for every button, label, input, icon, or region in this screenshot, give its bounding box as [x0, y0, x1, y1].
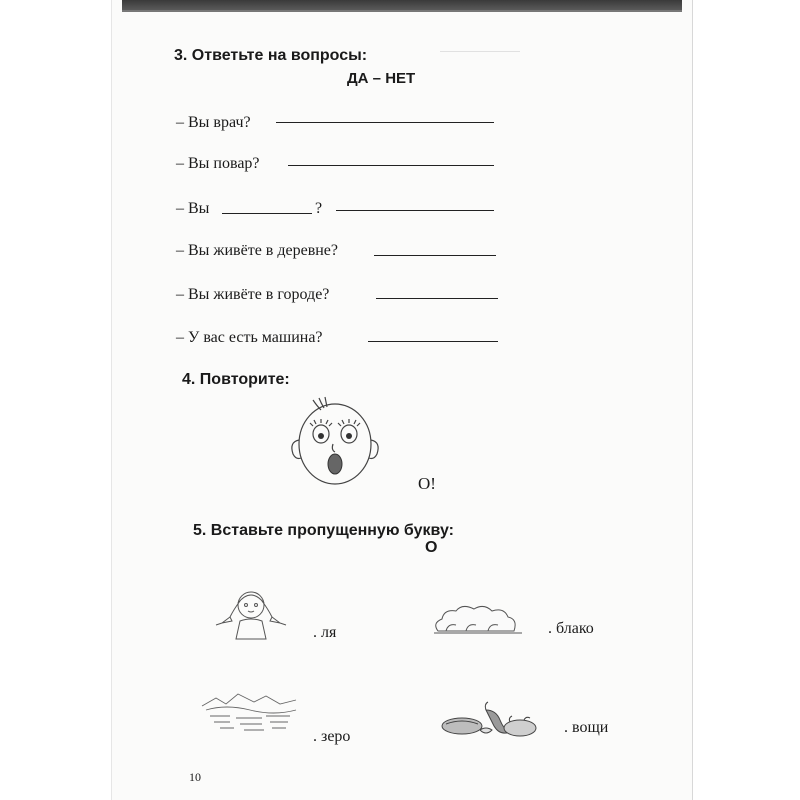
section-3-title: 3. Ответьте на вопросы: — [174, 47, 368, 64]
cloud-illustration — [432, 607, 524, 637]
question-6: – У вас есть машина? — [176, 329, 323, 346]
show-through-text — [440, 40, 520, 55]
surprised-face-illustration — [285, 392, 385, 490]
answer-line-1[interactable] — [276, 122, 494, 123]
vegetables-illustration — [440, 700, 540, 740]
answer-line-3[interactable] — [336, 210, 494, 211]
yes-no-options: ДА – НЕТ — [347, 70, 416, 87]
question-2: – Вы повар? — [176, 155, 260, 172]
answer-line-4[interactable] — [374, 255, 496, 256]
word-olya: . ля — [313, 624, 337, 641]
question-4: – Вы живёте в деревне? — [176, 242, 339, 259]
question-5: – Вы живёте в городе? — [176, 286, 330, 303]
word-ozero: . зеро — [313, 728, 351, 745]
word-ovoshchi: . вощи — [564, 719, 609, 736]
profession-blank[interactable] — [222, 213, 312, 214]
question-3-mark: ? — [315, 200, 323, 217]
question-3: – Вы — [176, 200, 210, 217]
answer-line-5[interactable] — [376, 298, 498, 299]
section-5-title: 5. Вставьте пропущенную букву: — [193, 522, 454, 539]
page-number: 10 — [189, 770, 201, 784]
question-1: – Вы врач? — [176, 114, 251, 131]
missing-letter: О — [425, 539, 438, 556]
girl-with-braids-illustration — [210, 585, 292, 641]
page-top-border — [122, 0, 682, 12]
answer-line-6[interactable] — [368, 341, 498, 342]
word-oblako: . блако — [548, 620, 594, 637]
answer-line-2[interactable] — [288, 165, 494, 166]
lake-mountains-illustration — [200, 688, 300, 736]
section-4-title: 4. Повторите: — [182, 371, 290, 388]
sound-o: О! — [418, 474, 436, 493]
